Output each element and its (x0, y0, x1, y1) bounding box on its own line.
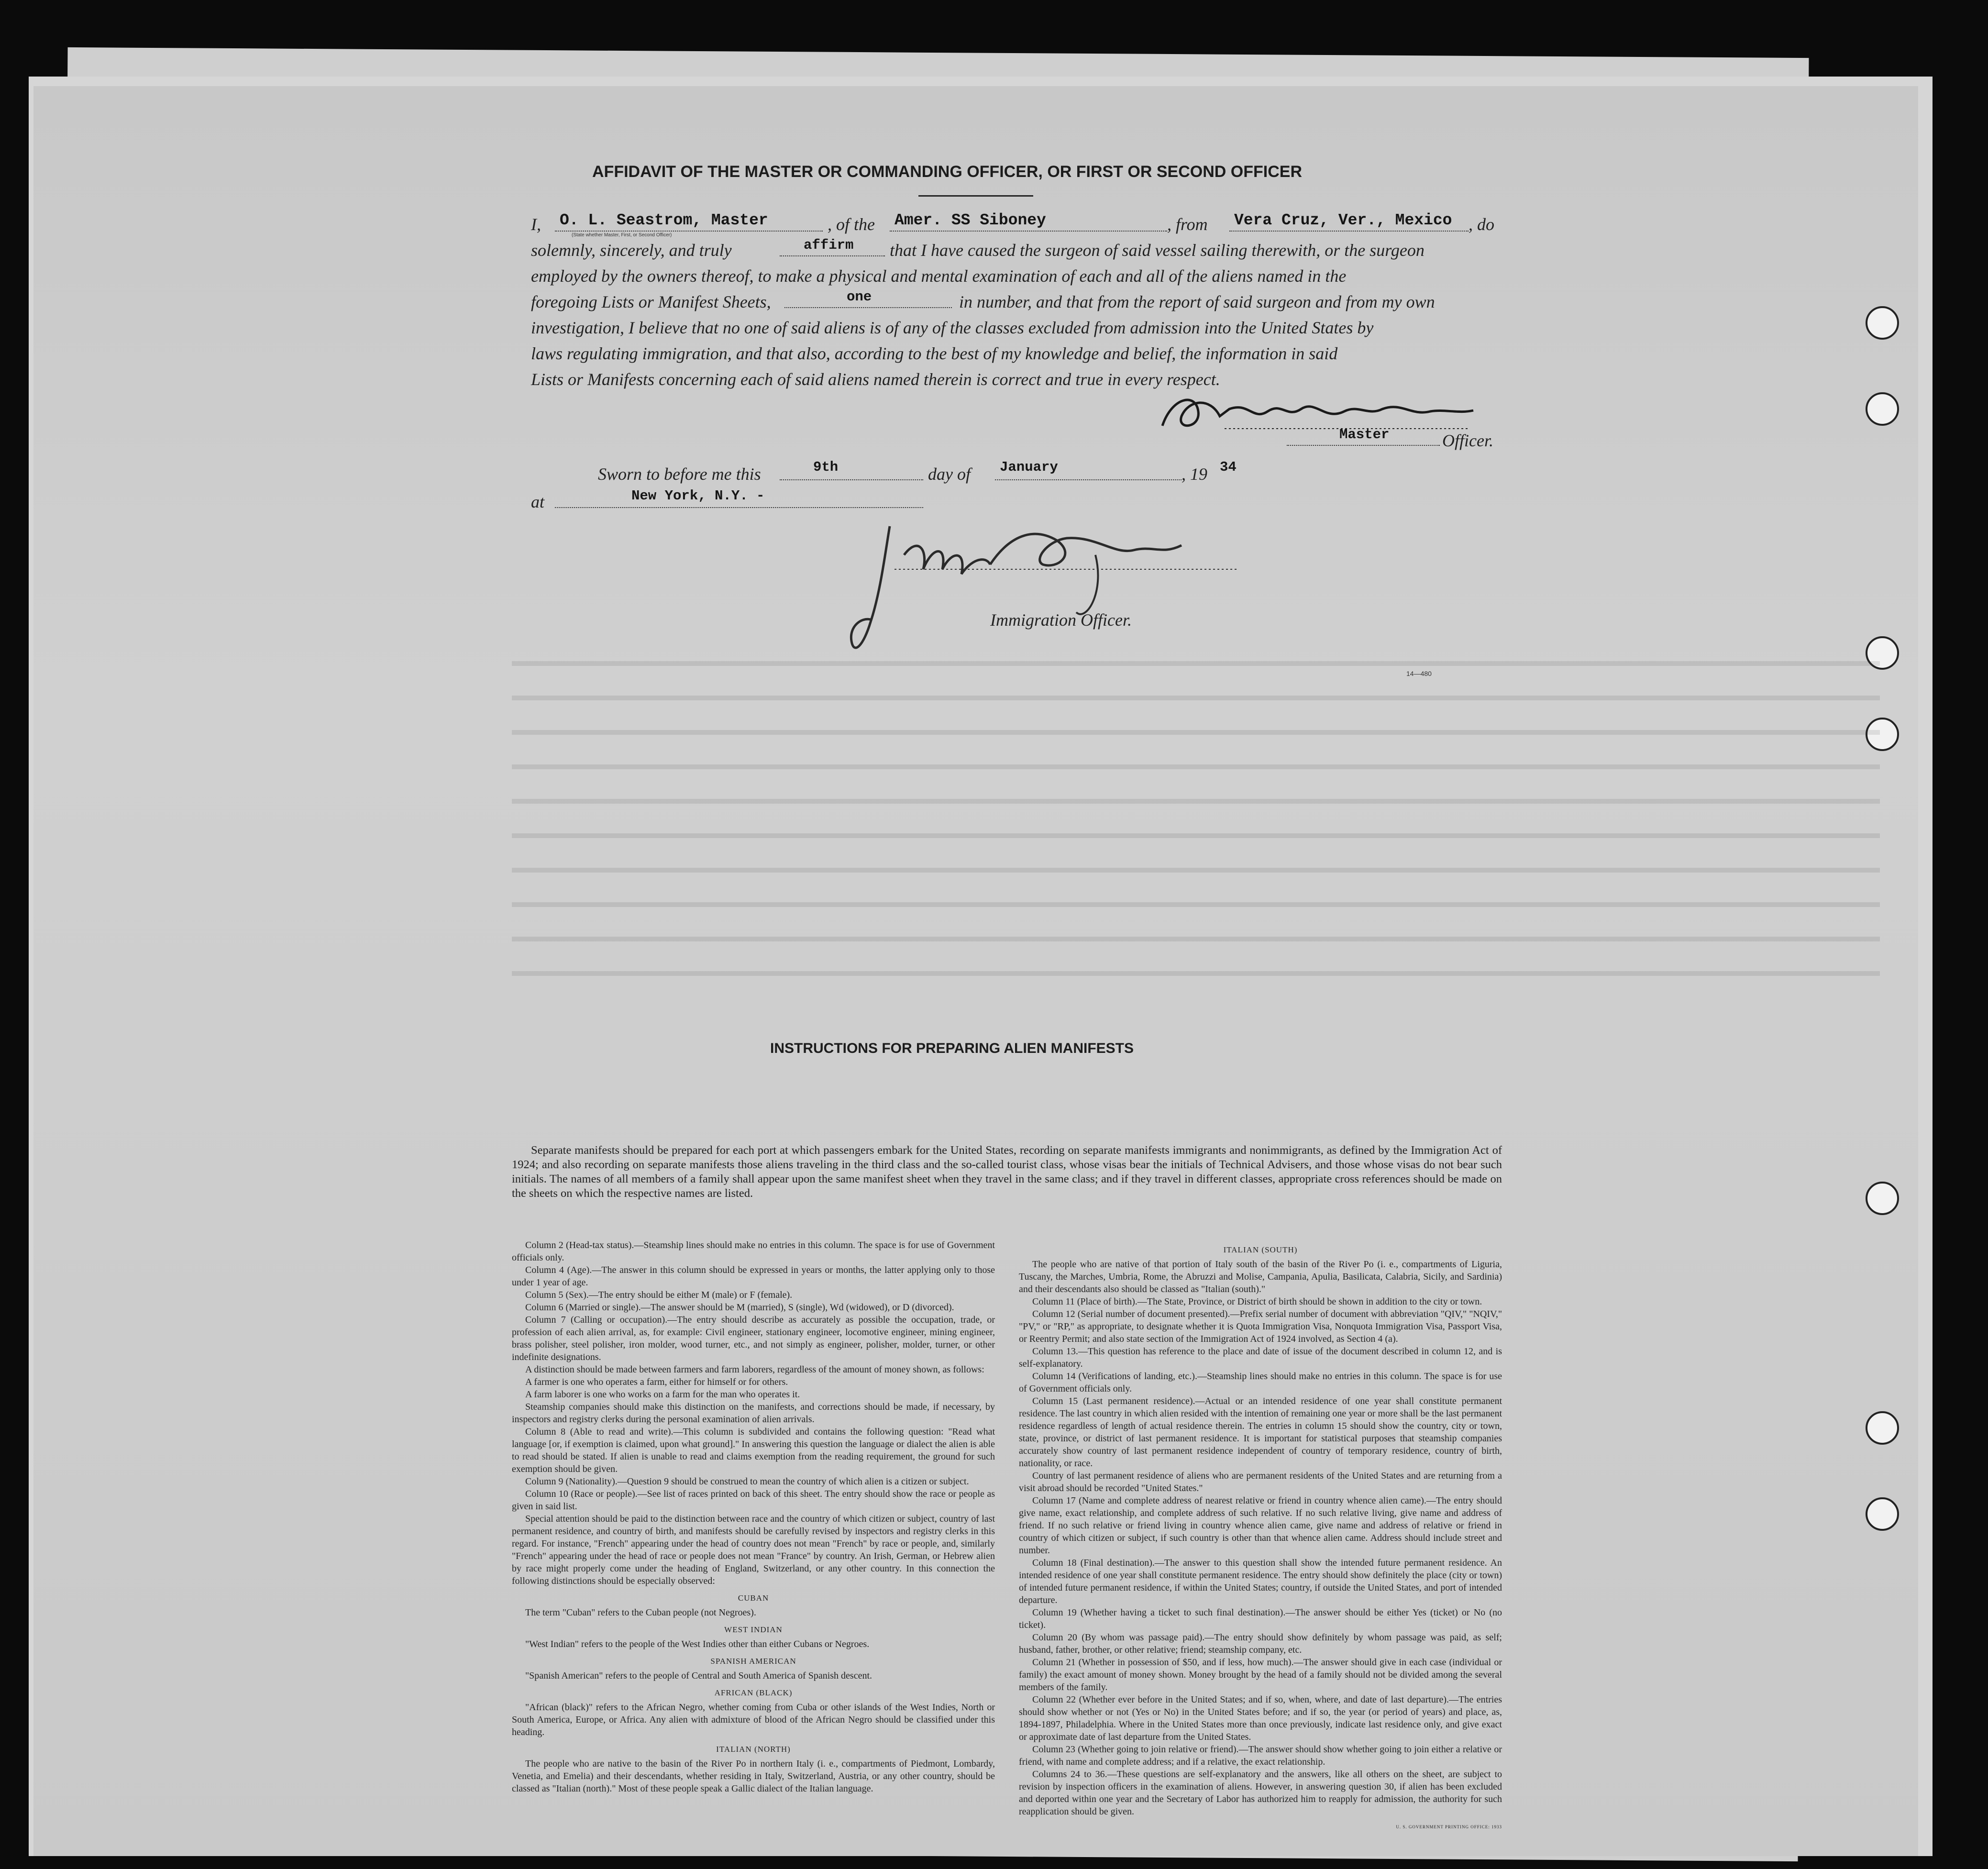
left-paragraph: Column 9 (Nationality).—Question 9 should be construed to mean the country of which alien is a citizen or subject. (525, 1476, 969, 1487)
port-from: Vera Cruz, Ver., Mexico (1234, 211, 1452, 229)
right-paragraph: Column 11 (Place of birth).—The State, Province, or District of birth should be shown in addition to the city or town. (1032, 1296, 1482, 1307)
right-paragraph: Column 20 (By whom was passage paid).—The entry should show definitely by whom passage was paid, as self; husband, father, brother, or other relative; friend; steamship company, etc. (1019, 1632, 1502, 1655)
left-paragraph: Column 4 (Age).—The answer in this column should be expressed in years or months, the latter applying only to those under 1 year of age. (512, 1265, 995, 1288)
sworn-month-line (995, 479, 1182, 480)
sworn-day: 9th (813, 459, 839, 475)
african-heading: AFRICAN (BLACK) (714, 1688, 793, 1697)
left-paragraph: Special attention should be paid to the distinction between race and the country of which citizen or subject, country of last permanent residence, and country of birth, and manifests should be carefully revised by inspectors and registry clerks in this regard. For instance, "French" appearing under the head of country does not mean "French" by race or people, and, similarly "French" appearing under the head of race or people does not mean "France" by country. An Irish, German, or Hebrew alien by race might properly come under the heading of England, Switzerland, or any other country. In this connection the following distinctions should be especially observed: (512, 1514, 995, 1586)
punch-hole-icon (1866, 1497, 1899, 1531)
officer-label: Officer. (1442, 431, 1493, 450)
right-paragraph: Column 12 (Serial number of document presented).—Prefix serial number of document with abbreviation "QIV," "NQIV," "PV," or "RP," as appropriate, to designate whether it is Quota Immigration Visa, Nonquota Immigration Visa, Passport Visa, or Reentry Permit; and also state section of the Immigration Act of 1924 involved, as Section 4 (a). (1019, 1309, 1502, 1344)
signature-master-icon (1153, 383, 1483, 440)
manifest-page (33, 86, 1918, 1856)
spanish-american-heading: SPANISH AMERICAN (710, 1657, 796, 1666)
left-paragraph: Column 2 (Head-tax status).—Steamship lines should make no entries in this column. The space is for use of Government officials only. (512, 1240, 995, 1263)
sworn-month: January (1000, 459, 1058, 475)
port-line (1229, 231, 1469, 232)
title-rule (918, 195, 1033, 197)
west-indian-heading: WEST INDIAN (724, 1625, 783, 1634)
right-paragraph: Column 15 (Last permanent residence).—Actual or an intended residence of one year shall constitute permanent residence. The last country in which alien resided with the intention of remaining one year or more shall be the last permanent residence regardless of length of actual residence therein. The entries in column 15 should show the country, city or town, state, province, or district of last permanent residence. It is important for statistical purposes that steamship companies accurately show country of last permanent residence independent of country of temporary residence, country of birth, nationality, or race. (1019, 1396, 1502, 1469)
right-paragraph: Column 13.—This question has reference to the place and date of issue of the document described in column 12, and is self-explanatory. (1019, 1346, 1502, 1369)
affidavit-line3: employed by the owners thereof, to make a physical and mental examination of each and all of the aliens named in the (531, 266, 1347, 286)
of-text: , of the (828, 215, 875, 234)
year-prefix: , 19 (1182, 464, 1207, 484)
vessel-line (890, 231, 1167, 232)
rank-note: (State whether Master, First, or Second Officer) (572, 232, 672, 238)
affidavit-line6: laws regulating immigration, and that also, according to the best of my knowledge and belief, the information in said (531, 344, 1338, 363)
instructions-intro: Separate manifests should be prepared for each port at which passengers embark for the United States, recording on separate manifests immigrants and nonimmigrants, as defined by the Immigration Act of 1924; and also recording on separate manifests those aliens traveling in the third class and the so-called tourist class, whose visas bear the initials of Technical Advisers, and those whose visas do not bear such initials. The names of all members of a family shall appear upon the same manifest sheet when they travel in the same class; and if they travel in different classes, appropriate cross references should be made on the sheets on which the respective names are listed. (512, 1144, 1502, 1200)
line2-prefix: solemnly, sincerely, and truly (531, 241, 732, 260)
vessel-name: Amer. SS Siboney (895, 211, 1046, 229)
master-name-line (555, 231, 823, 232)
immigration-officer-label: Immigration Officer. (990, 610, 1132, 630)
right-paragraph: The people who are native of that portion of Italy south of the basin of the River Po (i. e., compartments of Liguria, Tuscany, the Marches, Umbria, Rome, the Abruzzi and Molise, Campania, Apulia, Basilicata, Calabria, Sicily, and Sardinia) and their descendants also should be classed as "Italian (south)." (1019, 1259, 1502, 1294)
west-indian-text: "West Indian" refers to the people of the West Indies other than either Cubans or Negroes. (525, 1639, 870, 1649)
italian-south-heading: ITALIAN (SOUTH) (1223, 1245, 1298, 1254)
left-paragraph: Column 6 (Married or single).—The answer should be M (married), S (single), Wd (widowed), or D (divorced). (525, 1302, 954, 1313)
form-number: 14—480 (1406, 670, 1432, 677)
affidavit-line7: Lists or Manifests concerning each of said aliens named therein is correct and true in every respect. (531, 370, 1220, 389)
oath-type: affirm (804, 237, 854, 253)
day-of-text: day of (928, 464, 971, 484)
instructions-title: INSTRUCTIONS FOR PREPARING ALIEN MANIFESTS (770, 1040, 1134, 1056)
from-text: , from (1167, 215, 1208, 234)
bleed-through (512, 631, 1880, 1005)
right-paragraph: Column 14 (Verifications of landing, etc.).—Steamship lines should make no entries in this column. The space is for use of Government officials only. (1019, 1371, 1502, 1394)
at-text: at (531, 492, 545, 511)
year-suffix: 34 (1220, 459, 1237, 475)
printer-imprint: U. S. GOVERNMENT PRINTING OFFICE: 1933 (1396, 1825, 1502, 1829)
right-paragraph: Column 23 (Whether going to join relative or friend).—The answer should show whether going to join either a relative or friend, with name and complete address; and if a relative, the exact relationship. (1019, 1744, 1502, 1767)
left-paragraph: Steamship companies should make this distinction on the manifests, and corrections should be made, if necessary, by inspectors and registry clerks during the personal examination of alien arrivals. (512, 1402, 995, 1425)
line1-prefix: I, (531, 215, 541, 234)
left-paragraph: Column 8 (Able to read and write).—This column is subdivided and contains the following question: "Read what language [or, if exemption is claimed, upon what ground]." In answering this question the language or dialect the alien is able to read should be stated. If alien is unable to read and claims exemption from the reading requirement, the ground for such exemption should be given. (512, 1427, 995, 1474)
sheet-count: one (847, 289, 872, 305)
instructions-right-column (1019, 1239, 1502, 1835)
line4-suffix: in number, and that from the report of said surgeon and from my own (959, 292, 1435, 311)
oath-line (780, 255, 885, 256)
right-paragraph: Column 17 (Name and complete address of nearest relative or friend in country whence alien came).—The entry should give name, exact relationship, and complete address of such relative. If no such relative living, give name and address of friend. If no such relative or friend living in country whence alien came, give name and address of relative or friend in country of which citizen or subject, if such country is other than that whence alien came. Address should include street and number. (1019, 1495, 1502, 1556)
italian-north-text: The people who are native to the basin of the River Po in northern Italy (i. e., compartments of Piedmont, Lombardy, Venetia, and Emelia) and their descendants, whether residing in Italy, Switzerland, Austria, or any other country, should be classed as "Italian (north)." Most of these people speak a Gallic dialect of the Italian language. (512, 1758, 995, 1794)
right-paragraph: Column 21 (Whether in possession of $50, and if less, how much).—The answer should give in each case (individual or family) the exact amount of money shown. Money brought by the head of a family should not be divided among the several members of the family. (1019, 1657, 1502, 1692)
spanish-american-text: "Spanish American" refers to the people of Central and South America of Spanish descent. (525, 1670, 873, 1681)
place: New York, N.Y. - (631, 488, 765, 504)
signer-title-line (1287, 445, 1440, 446)
left-paragraph: A farmer is one who operates a farm, either for himself or for others. (525, 1377, 788, 1387)
punch-hole-icon (1866, 1411, 1899, 1445)
punch-hole-icon (1866, 306, 1899, 340)
line2-suffix: that I have caused the surgeon of said vessel sailing therewith, or the surgeon (890, 241, 1425, 260)
sworn-text: Sworn to before me this (598, 464, 761, 484)
left-paragraph: Column 5 (Sex).—The entry should be either M (male) or F (female). (525, 1290, 793, 1300)
right-paragraph: Column 18 (Final destination).—The answer to this question shall show the intended future permanent residence. An intended residence of one year shall constitute permanent residence. The entry should show definitely the place (city or town) of intended future permanent residence, if within the United States; country, if outside the United States, and port of intended departure. (1019, 1558, 1502, 1605)
right-paragraph: Columns 24 to 36.—These questions are self-explanatory and the answers, like all others on the sheet, are subject to revision by inspection officers in the examination of aliens. However, in answering question 30, if alien has been excluded and deported within one year and the Secretary of Labor has authorized him to reapply for admission, the authority for such reapplication should be given. (1019, 1769, 1502, 1817)
left-paragraph: Column 10 (Race or people).—See list of races printed on back of this sheet. The entry should show the race or people as given in said list. (512, 1489, 995, 1512)
left-paragraph: Column 7 (Calling or occupation).—The entry should describe as accurately as possible the occupation, trade, or profession of each alien arrival, as, for example: Civil engineer, stationary engineer, locomotive engineer, mining engineer, brass polisher, steel polisher, iron molder, wood turner, etc., and not simply as engineer, polisher, molder, turner, or other indefinite designations. (512, 1315, 995, 1362)
right-paragraph: Column 19 (Whether having a ticket to such final destination).—The answer should be either Yes (ticket) or No (no ticket). (1019, 1607, 1502, 1630)
cuban-text: The term "Cuban" refers to the Cuban people (not Negroes). (525, 1607, 756, 1618)
signer-title: Master (1339, 427, 1390, 442)
italian-north-heading: ITALIAN (NORTH) (716, 1745, 791, 1754)
cuban-heading: CUBAN (738, 1593, 769, 1603)
punch-hole-icon (1866, 1182, 1899, 1215)
affidavit-title: AFFIDAVIT OF THE MASTER OR COMMANDING OFFICER, OR FIRST OR SECOND OFFICER (592, 163, 1302, 181)
instructions-left-column (512, 1239, 995, 1795)
left-paragraph: A distinction should be made between farmers and farm laborers, regardless of the amount of money shown, as follows: (525, 1364, 984, 1375)
affidavit-line5: investigation, I believe that no one of said aliens is of any of the classes excluded from admission into the United States by (531, 318, 1374, 337)
african-text: "African (black)" refers to the African Negro, whether coming from Cuba or other islands of the West Indies, North or South America, Europe, or Africa. Any alien with admixture of blood of the African Negro should be classified under this heading. (512, 1702, 995, 1737)
right-paragraph: Column 22 (Whether ever before in the United States; and if so, when, where, and date of last departure).—The entries should show whether or not (Yes or No) in the United States before; and if so, the year (or period of years) and place, as, 1894-1897, Philadelphia. Where in the United States more than once previously, indicate last residence only, and give exact or approximate date of last departure from the United States. (1019, 1694, 1502, 1742)
sheet-count-line (784, 307, 952, 308)
left-paragraph: A farm laborer is one who works on a farm for the man who operates it. (525, 1389, 800, 1400)
sworn-day-line (780, 479, 923, 480)
line4-prefix: foregoing Lists or Manifest Sheets, (531, 292, 771, 311)
right-paragraph: Country of last permanent residence of aliens who are permanent residents of the United States and are returning from a visit abroad should be recorded "United States." (1019, 1471, 1502, 1493)
do-text: , do (1469, 215, 1494, 234)
punch-hole-icon (1866, 392, 1899, 426)
master-name: O. L. Seastrom, Master (560, 211, 768, 229)
